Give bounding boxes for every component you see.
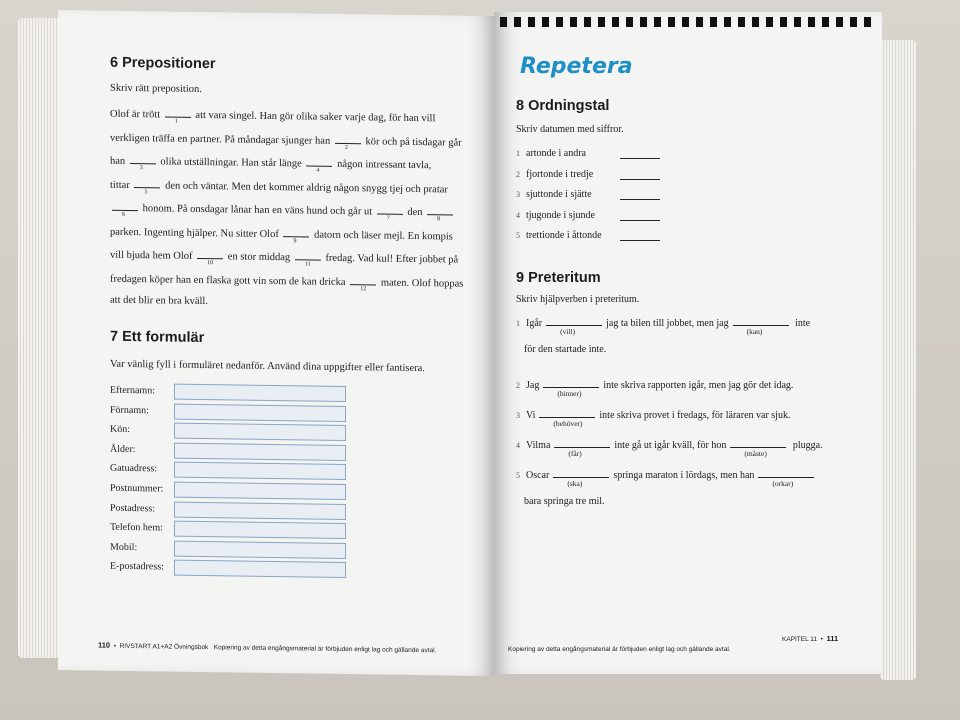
right-footer: KAPITEL 11 • 111 [782,634,839,643]
item-number: 1 [516,149,520,158]
left-footer: 110 • RIVSTART A1+A2 Övningsbok Kopiering av detta engångsmaterial är förbjuden enligt lag och gällande avtal. [98,640,437,655]
sentence-start: Vilma [526,440,551,451]
form-label: Efternamn: [110,384,155,397]
section-6-title: 6 Prepositioner [110,54,216,73]
right-page [494,12,882,674]
preposition-line [110,154,432,174]
sentence-continuation: för den startade inte. [524,344,607,355]
item-number: 2 [516,169,520,179]
section-9-title: 9 Preteritum [516,270,601,286]
ordinal-text: artonde i andra [526,148,586,159]
sentence-text: han [110,155,128,167]
answer-line[interactable] [620,240,660,241]
preteritum-item [516,316,811,336]
form-field[interactable] [174,482,346,500]
preposition-line [110,295,208,307]
section-7-title: 7 Ett formulär [110,328,205,347]
section-8-instruction: Skriv datumen med siffror. [516,124,624,135]
binding-mark [542,17,549,27]
answer-blank[interactable] [350,275,376,292]
binding-mark [836,17,843,27]
sentence-text: vill bjuda hem Olof [110,249,196,262]
binding-mark [794,17,801,27]
sentence-text: någon intressant tavla, [334,158,432,172]
sentence-start: Jag [526,380,540,391]
verb-blank[interactable] [758,468,814,488]
form-field[interactable] [174,423,346,441]
verb-hint: (hinner) [557,389,582,398]
section-7-instruction: Var vänlig fyll i formuläret nedanför. Använd dina uppgifter eller fantisera. [110,358,425,375]
answer-line[interactable] [620,158,660,159]
ordinal-item [516,169,593,180]
preposition-line [110,271,464,292]
answer-blank[interactable] [335,133,361,151]
verb-blank[interactable] [730,438,786,458]
ordinal-text: tjugonde i sjunde [526,209,595,221]
binding-mark [570,17,577,27]
left-page [58,10,494,676]
binding-mark [822,17,829,27]
binding-mark [780,17,787,27]
copyright-left: Kopiering av detta engångsmaterial är förbjuden enligt lag och gällande avtal. [213,644,437,655]
verb-blank[interactable] [543,378,599,398]
preposition-line [110,201,455,223]
ordinal-text: sjuttonde i sjätte [526,189,592,200]
preposition-line [110,130,462,151]
preteritum-item [516,468,818,488]
binding-mark [626,17,633,27]
answer-blank[interactable] [427,205,453,223]
blank-number: 12 [360,285,367,292]
binding-mark [654,17,661,27]
sentence-text: datorn och läser mejl. En kompis [311,229,453,243]
sentence-text: den och väntar. Men det kommer aldrig någon snygg tjej och pratar [162,179,448,195]
binding-mark [612,17,619,27]
sentence-end: inte [792,318,811,329]
item-number: 1 [516,319,520,328]
item-number: 4 [516,441,520,450]
binding-mark [584,17,591,27]
book-title: RIVSTART A1+A2 Övningsbok [119,642,209,652]
sentence-text: att vara singel. Han gör olika saker varje dag, för han vill [192,109,436,125]
ordinal-item [516,189,592,200]
blank-number: 5 [144,188,148,195]
form-label: Telefon hem: [110,521,163,534]
blank-number: 2 [344,144,348,151]
answer-blank[interactable] [197,249,223,267]
item-number: 4 [516,210,520,220]
form-label: Mobil: [110,541,138,553]
answer-line[interactable] [620,199,660,200]
binding-marks [500,14,880,24]
page-edges-left [18,18,60,658]
form-field[interactable] [174,501,346,519]
verb-hint: (kan) [746,327,763,336]
preposition-line [110,224,453,242]
item-number: 2 [516,381,520,390]
verb-hint: (ska) [567,479,583,488]
sentence-end: plugga. [790,440,823,451]
form-label: Gatuadress: [110,463,158,475]
copyright-right: Kopiering av detta engångsmaterial är förbjuden enligt lag och gällande avtal. [508,646,731,653]
answer-blank[interactable] [165,107,191,125]
sentence-start: Vi [526,410,536,421]
blank-number: 9 [293,237,297,244]
preposition-line [110,177,448,195]
sentence-text: parken. Ingenting hjälper. Nu sitter Olof [110,226,282,240]
blank-number: 10 [207,260,214,267]
sentence-middle: inte skriva rapporten igår, men jag gör det idag. [603,380,794,391]
sentence-text: den [404,206,426,219]
sentence-text: en stor middag [225,251,293,264]
answer-blank[interactable] [112,201,138,218]
sentence-text: maten. Olof hoppas [378,276,464,290]
preposition-line [110,107,435,125]
repetera-heading: Repetera [520,54,633,79]
ordinal-text: fjortonde i tredje [526,168,594,180]
verb-hint: (måste) [744,449,767,458]
binding-mark [682,17,689,27]
blank-number: 8 [437,216,441,223]
binding-mark [640,17,647,27]
blank-number: 7 [386,215,390,222]
sentence-middle: jag ta bilen till jobbet, men jag [606,318,729,329]
binding-mark [528,17,535,27]
form-field[interactable] [174,462,346,480]
sentence-start: Igår [526,318,543,329]
form-label: E-postadress: [110,561,164,573]
sentence-continuation: bara springa tre mil. [524,496,605,507]
form-field[interactable] [174,521,346,539]
page-number-right: 111 [826,634,839,643]
binding-mark [738,17,745,27]
preposition-line [110,248,458,266]
answer-blank[interactable] [134,178,160,195]
sentence-text: Olof är trött [110,108,163,121]
preteritum-item [516,438,823,458]
verb-blank[interactable] [554,438,610,458]
blank-number: 3 [139,165,143,172]
item-number: 3 [516,411,520,420]
blank-number: 4 [316,167,320,174]
binding-mark [724,17,731,27]
blank-number: 6 [122,211,125,218]
answer-blank[interactable] [295,250,321,268]
verb-blank[interactable] [733,316,789,336]
verb-hint: (får) [568,449,582,458]
verb-blank[interactable] [539,408,595,428]
form-field[interactable] [174,442,346,460]
form-field[interactable] [174,540,346,558]
preteritum-item [516,378,794,398]
binding-mark [766,17,773,27]
form-label: Förnamn: [110,404,149,416]
sentence-text: kör och på tisdagar går [362,135,462,149]
item-number: 5 [516,231,520,240]
sentence-text: tittar [110,179,133,191]
blank-number: 11 [304,261,311,268]
item-number: 5 [516,471,520,480]
preteritum-item [516,408,791,428]
form-label: Postadress: [110,502,155,514]
binding-mark [696,17,703,27]
verb-blank[interactable] [553,468,609,488]
binding-mark [850,17,857,27]
item-number: 3 [516,190,520,199]
verb-hint: (vill) [560,327,576,336]
sentence-middle: inte gå ut igår kväll, för hon [614,440,727,451]
chapter-label: KAPITEL 11 [782,636,818,643]
sentence-text: verkligen träffa en partner. På måndagar sjunger han [110,132,333,147]
answer-blank[interactable] [283,227,309,244]
sentence-middle: inte skriva provet i fredags, för läraren var sjuk. [599,410,791,421]
verb-blank[interactable] [546,316,602,336]
section-6-instruction: Skriv rätt preposition. [110,82,202,96]
sentence-text: fredagen köper han en flaska gott vin som de kan dricka [110,273,349,288]
ordinal-item [516,210,595,221]
answer-blank[interactable] [130,154,156,172]
binding-mark [710,17,717,27]
binding-mark [864,17,871,27]
binding-mark [500,17,507,27]
answer-line[interactable] [620,179,660,180]
form-label: Ålder: [110,443,136,455]
sentence-text: att det blir en bra kväll. [110,294,208,308]
sentence-text: olika utställningar. Han står länge [157,156,305,170]
binding-mark [808,17,815,27]
binding-mark [752,17,759,27]
sentence-middle: springa maraton i lördags, men han [613,470,755,481]
answer-blank[interactable] [377,204,403,222]
blank-number: 1 [174,118,178,125]
verb-hint: (behöver) [553,419,583,428]
form-field[interactable] [174,560,346,578]
section-9-instruction: Skriv hjälpverben i preteritum. [516,294,640,305]
form-label: Postnummer: [110,482,164,495]
page-number-left: 110 [98,640,111,650]
answer-line[interactable] [620,220,660,221]
answer-blank[interactable] [306,156,332,174]
ordinal-text: trettionde i åttonde [526,230,602,241]
binding-mark [514,17,521,27]
binding-mark [556,17,563,27]
section-8-title: 8 Ordningstal [516,98,610,114]
ordinal-item [516,148,586,159]
binding-mark [598,17,605,27]
form-field[interactable] [174,403,346,421]
binding-mark [668,17,675,27]
sentence-text: fredag. Vad kul! Efter jobbet på [322,252,459,266]
sentence-text: honom. På onsdagar lånar han en väns hund och går ut [140,203,375,218]
form-label: Kön: [110,423,130,436]
ordinal-item [516,230,602,241]
verb-hint: (orkar) [772,479,794,488]
page-edges-right [880,40,916,680]
form-field[interactable] [174,384,346,402]
sentence-start: Oscar [526,470,550,481]
